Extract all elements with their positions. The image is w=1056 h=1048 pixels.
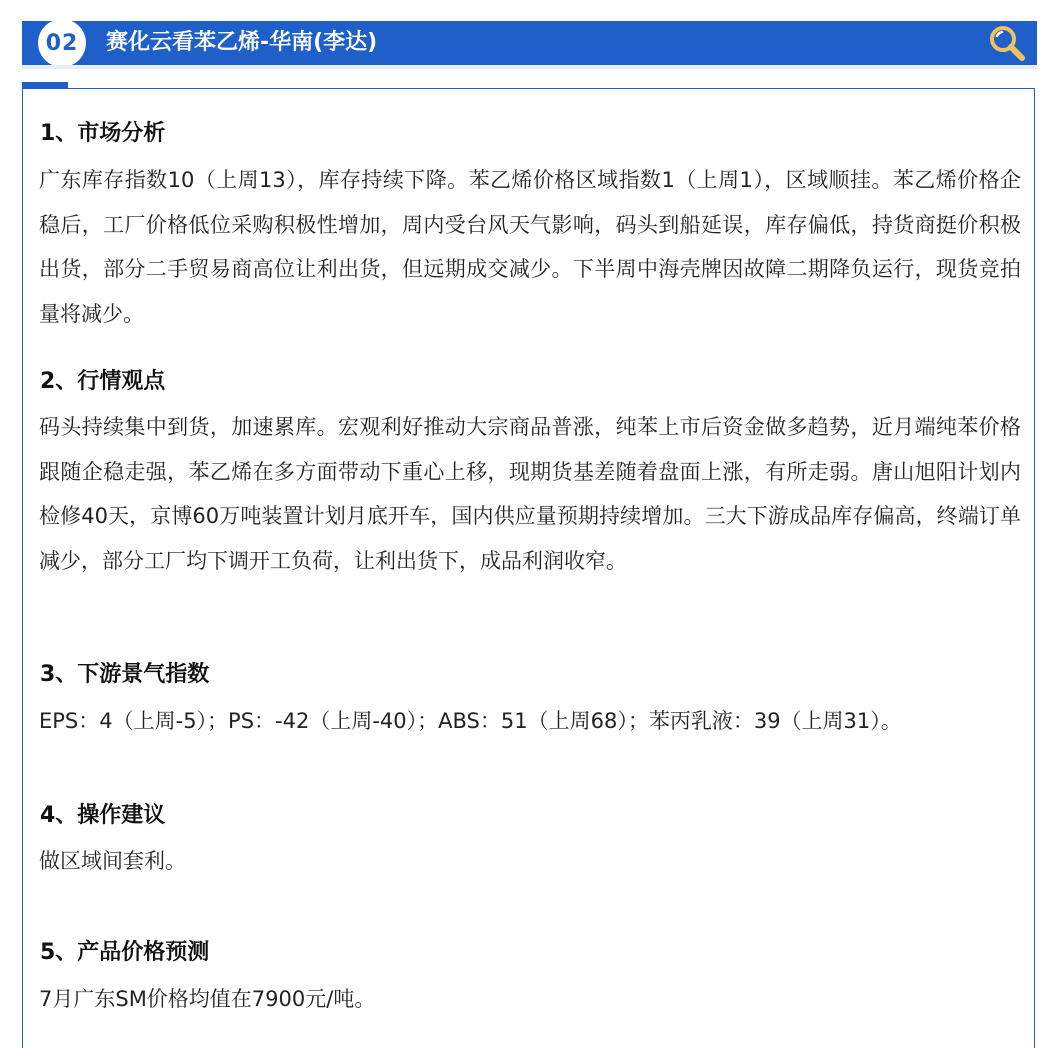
header-underline [22, 65, 1037, 69]
page-title: 赛化云看苯乙烯-华南(李达) [106, 30, 378, 55]
search-icon[interactable] [988, 24, 1026, 62]
heading-market-analysis: 1、市场分析 [40, 121, 166, 146]
paragraph-market-view: 码头持续集中到货，加速累库。宏观利好推动大宗商品普涨，纯苯上市后资金做多趋势，近月端纯苯价格跟随企稳走强，苯乙烯在多方面带动下重心上移，现期货基差随着盘面上涨，有所走弱。唐山旭阳计划内检修40天，京博60万吨装置计划月底开车，国内供应量预期持续增加。三大下游成品库存偏高，终端订单减少，部分工厂均下调开工负荷，让利出货下，成品利润收窄。 [39, 415, 1021, 573]
section-number-badge: 02 [38, 19, 86, 67]
heading-market-view: 2、行情观点 [40, 369, 166, 394]
paragraph-operation-advice: 做区域间套利。 [39, 849, 186, 873]
paragraph-price-forecast: 7月广东SM价格均值在7900元/吨。 [39, 987, 376, 1011]
heading-price-forecast: 5、产品价格预测 [40, 940, 210, 965]
heading-operation-advice: 4、操作建议 [40, 803, 166, 828]
paragraph-downstream-index: EPS：4（上周-5）；PS：-42（上周-40）；ABS：51（上周68）；苯丙乳液：39（上周31）。 [39, 709, 902, 733]
heading-downstream-index: 3、下游景气指数 [40, 662, 210, 687]
frame-corner-accent [22, 82, 68, 88]
paragraph-market-analysis: 广东库存指数10（上周13），库存持续下降。苯乙烯价格区域指数1（上周1），区域顺挂。苯乙烯价格企稳后，工厂价格低位采购积极性增加，周内受台风天气影响，码头到船延误，库存偏低，持货商挺价积极出货，部分二手贸易商高位让利出货，但远期成交减少。下半周中海壳牌因故障二期降负运行，现货竞拍量将减少。 [39, 168, 1021, 326]
